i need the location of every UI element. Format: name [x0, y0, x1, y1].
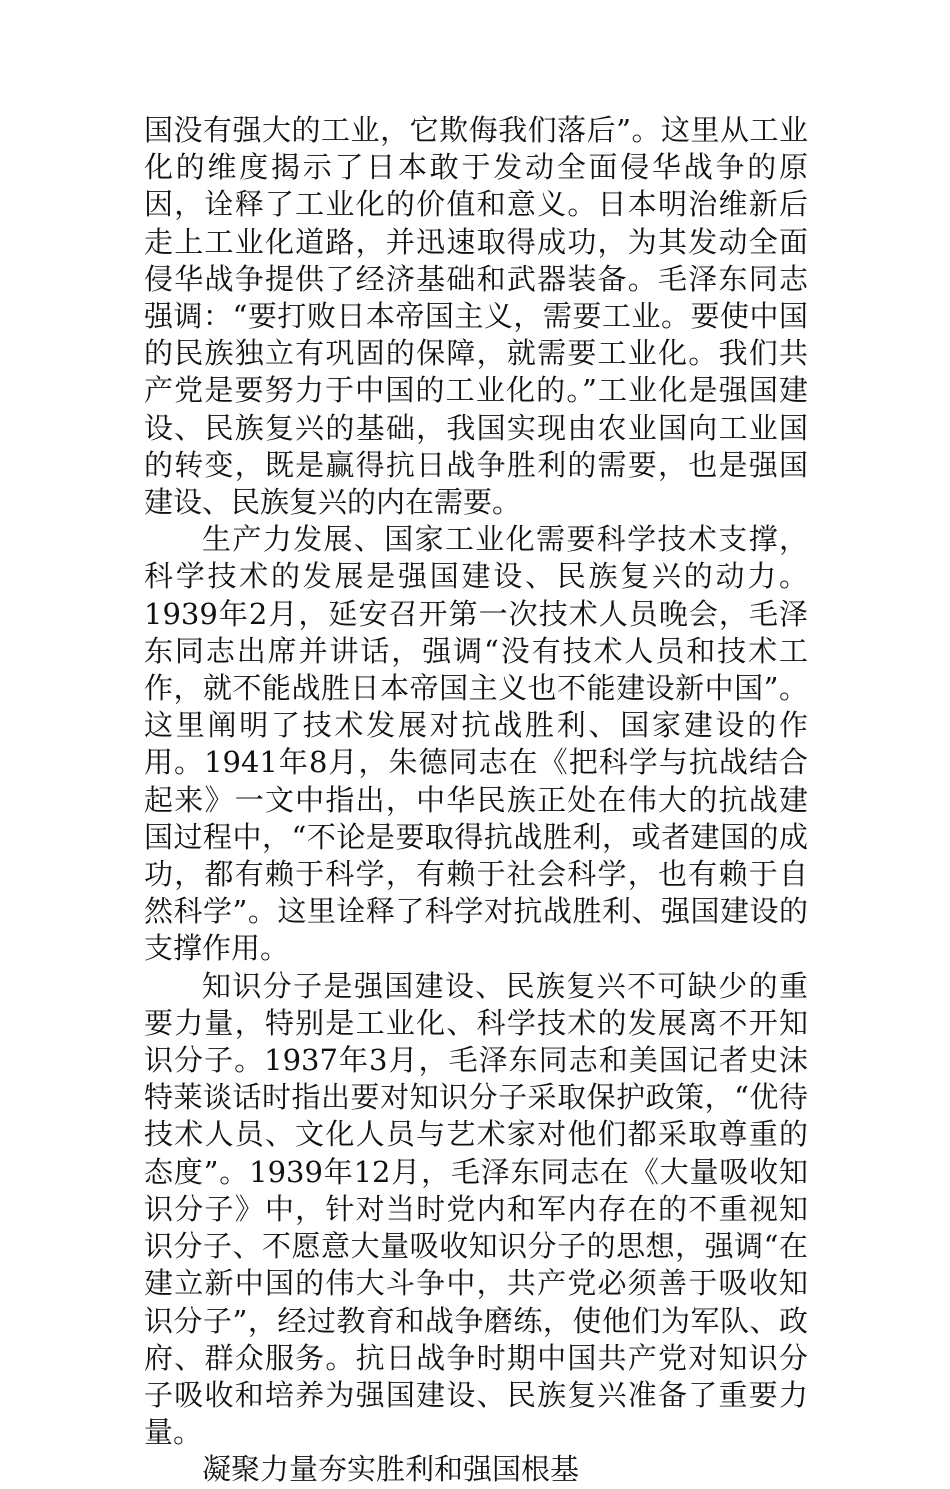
document-page [144, 112, 808, 1489]
section-heading: 凝聚力量夯实胜利和强国根基 [202, 1452, 580, 1487]
paragraph-science-technology: 生产力发展、国家工业化需要科学技术支撑，科学技术的发展是强国建设、民族复兴的动力。1939年2月，延安召开第一次技术人员晚会，毛泽东同志出席并讲话，强调“没有技术人员和技术工作，就不能战胜日本帝国主义也不能建设新中国”。这里阐明了技术发展对抗战胜利、国家建设的作用。1941年8月，朱德同志在《把科学与抗战结合起来》一文中指出，中华民族正处在伟大的抗战建国过程中，“不论是要取得抗战胜利，或者建国的成功，都有赖于科学，有赖于社会科学，也有赖于自然科学”。这里诠释了科学对抗战胜利、强国建设的支撑作用。 [144, 522, 808, 966]
paragraph-industrialization: 国没有强大的工业，它欺侮我们落后”。这里从工业化的维度揭示了日本敢于发动全面侵华战争的原因，诠释了工业化的价值和意义。日本明治维新后走上工业化道路，并迅速取得成功，为其发动全面侵华战争提供了经济基础和武器装备。毛泽东同志强调：“要打败日本帝国主义，需要工业。要使中国的民族独立有巩固的保障，就需要工业化。我们共产党是要努力于中国的工业化的。”工业化是强国建设、民族复兴的基础，我国实现由农业国向工业国的转变，既是赢得抗日战争胜利的需要，也是强国建设、民族复兴的内在需要。 [144, 113, 808, 520]
paragraph-intellectuals: 知识分子是强国建设、民族复兴不可缺少的重要力量，特别是工业化、科学技术的发展离不开知识分子。1937年3月，毛泽东同志和美国记者史沫特莱谈话时指出要对知识分子采取保护政策，“优待技术人员、文化人员与艺术家对他们都采取尊重的态度”。1939年12月，毛泽东同志在《大量吸收知识分子》中，针对当时党内和军内存在的不重视知识分子、不愿意大量吸收知识分子的思想，强调“在建立新中国的伟大斗争中，共产党必须善于吸收知识分子”，经过教育和战争磨练，使他们为军队、政府、群众服务。抗日战争时期中国共产党对知识分子吸收和培养为强国建设、民族复兴准备了重要力量。 [144, 968, 808, 1450]
